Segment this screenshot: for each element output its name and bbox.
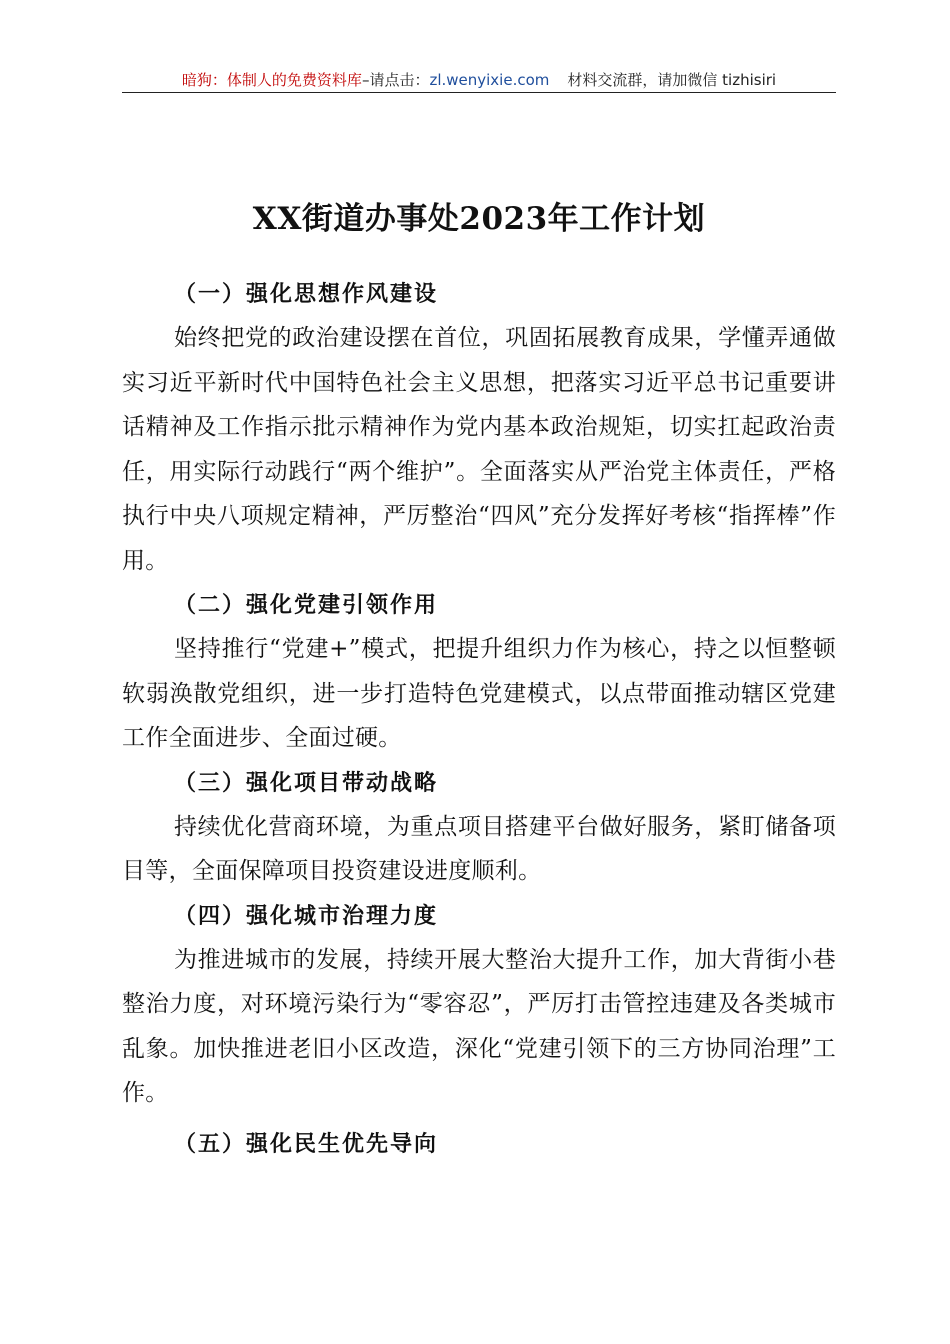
section-body-2: 坚持推行“党建+”模式，把提升组织力作为核心，持之以恒整顿软弱涣散党组织，进一步打造特色党建模式，以点带面推动辖区党建工作全面进步、全面过硬。 <box>122 636 836 751</box>
section-heading-5: （五）强化民生优先导向 <box>174 1130 439 1157</box>
section-heading-3: （三）强化项目带动战略 <box>174 769 439 796</box>
section-body-4: 为推进城市的发展，持续开展大整治大提升工作，加大背街小巷整治力度，对环境污染行为“零容忍”，严厉打击管控违建及各类城市乱象。加快推进老旧小区改造，深化“党建引领下的三方协同治理”工作。 <box>122 946 836 1106</box>
section-body-1: 始终把党的政治建设摆在首位，巩固拓展教育成果，学懂弄通做实习近平新时代中国特色社会主义思想，把落实习近平总书记重要讲话精神及工作指示批示精神作为党内基本政治规矩，切实扛起政治责任，用实际行动践行“两个维护”。全面落实从严治党主体责任，严格执行中央八项规定精神，严厉整治“四风”充分发挥好考核“指挥棒”作用。 <box>122 325 836 574</box>
section-heading-4: （四）强化城市治理力度 <box>174 902 439 929</box>
document-body <box>122 272 836 1166</box>
page-header <box>122 70 836 93</box>
section-body-3: 持续优化营商环境，为重点项目搭建平台做好服务，紧盯储备项目等，全面保障项目投资建设进度顺利。 <box>122 813 836 884</box>
document-title: XX街道办事处2023年工作计划 <box>252 200 706 237</box>
header-url-link[interactable]: zl.wenyixie.com <box>429 71 550 89</box>
section-heading-1: （一）强化思想作风建设 <box>174 281 439 307</box>
section-heading-2: （二）强化党建引领作用 <box>174 592 439 618</box>
header-brand: 暗狗：体制人的免费资料库 <box>181 71 362 89</box>
header-click-prompt: –请点击： <box>361 71 430 89</box>
header-group-text: 材料交流群，请加微信 tizhisiri <box>567 71 777 89</box>
